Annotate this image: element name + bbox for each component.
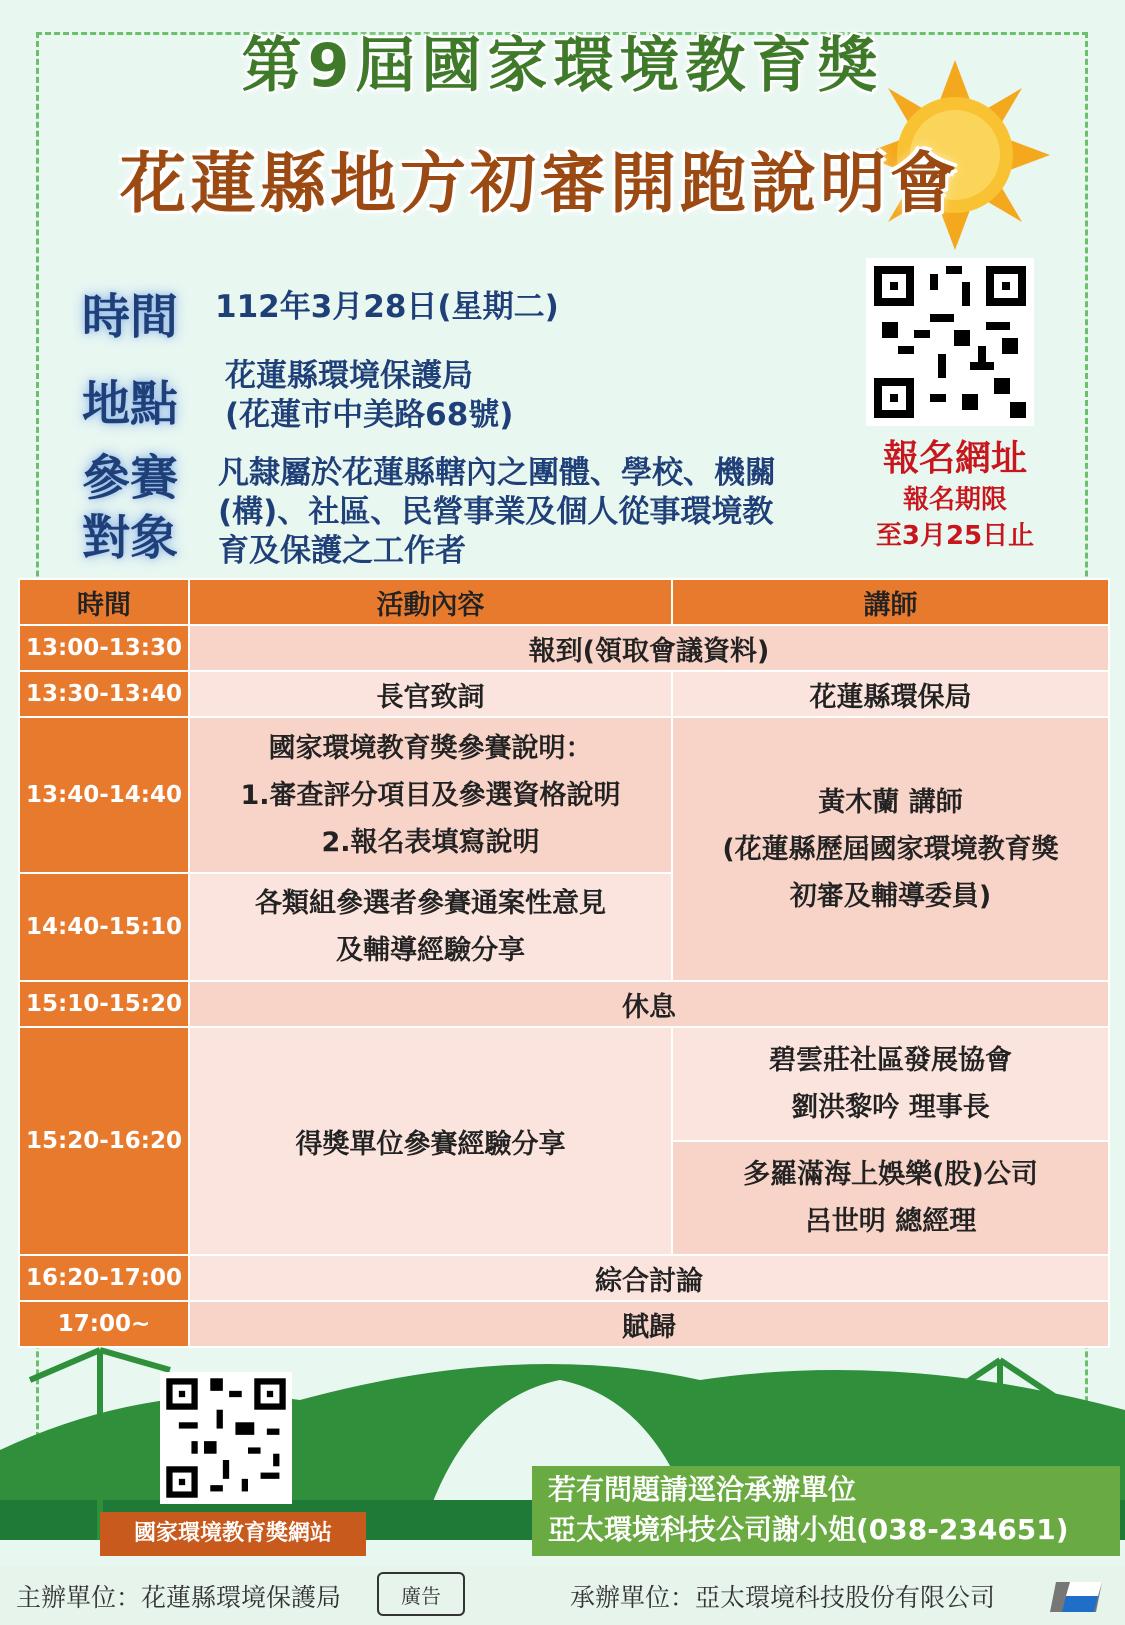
contact-line-2: 亞太環境科技公司謝小姐(038-234651) [548,1513,1069,1546]
row-time: 13:30-13:40 [19,671,189,717]
row-speaker: 碧雲莊社區發展協會 劉洪黎吟 理事長 [672,1027,1109,1141]
time-value: 112年3月28日(星期二) [215,289,559,325]
table-row [19,1255,1109,1301]
row-time: 13:00-13:30 [19,625,189,671]
ad-badge: 廣告 [377,1572,465,1616]
row-activity: 國家環境教育獎參賽說明： 1.審查評分項目及參選資格說明 2.報名表填寫說明 [189,717,672,873]
registration-qr-code[interactable] [866,258,1034,426]
row-time: 15:20-16:20 [19,1027,189,1255]
header-speaker: 講師 [672,579,1109,625]
qr-code-icon [160,1372,292,1504]
place-value: 花蓮縣環境保護局 (花蓮市中美路68號) [225,358,514,433]
company-logo-icon [1048,1578,1104,1614]
website-qr-code[interactable] [160,1372,292,1504]
place-label: 地點 [81,376,178,432]
row-time: 17:00~ [19,1301,189,1347]
registration-deadline: 報名期限 至3月25日止 [875,485,1035,551]
footer-bar [0,1566,1125,1625]
table-row [19,981,1109,1027]
row-time: 15:10-15:20 [19,981,189,1027]
contact-box [532,1466,1120,1556]
row-activity: 賦歸 [189,1301,1109,1347]
table-row [19,671,1109,717]
row-speaker: 黃木蘭 講師 (花蓮縣歷屆國家環境教育獎 初審及輔導委員) [672,717,1109,981]
row-activity: 各類組參選者參賽通案性意見 及輔導經驗分享 [189,873,672,981]
contact-line-1: 若有問題請逕洽承辦單位 [548,1473,857,1506]
registration-title: 報名網址 [882,438,1027,479]
qr-code-icon [866,258,1034,426]
website-link-button[interactable]: 國家環境教育獎網站 [100,1512,366,1556]
row-activity: 報到(領取會議資料) [189,625,1109,671]
row-time: 13:40-14:40 [19,717,189,873]
time-label: 時間 [81,289,178,345]
table-row [19,1027,1109,1141]
award-title: 第9屆國家環境教育獎 [241,31,884,101]
row-speaker: 多羅滿海上娛樂(股)公司 呂世明 總經理 [672,1141,1109,1255]
row-activity: 長官致詞 [189,671,672,717]
row-activity: 休息 [189,981,1109,1027]
host-unit: 主辦單位：花蓮縣環境保護局 [16,1583,342,1612]
schedule-table [18,578,1110,1348]
table-row [19,625,1109,671]
organizer-unit: 承辦單位：亞太環境科技股份有限公司 [570,1583,996,1612]
table-header-row [19,579,1109,625]
row-time: 14:40-15:10 [19,873,189,981]
row-speaker: 花蓮縣環保局 [672,671,1109,717]
row-activity: 綜合討論 [189,1255,1109,1301]
header-activity: 活動內容 [189,579,672,625]
target-label: 參賽 對象 [81,450,178,566]
row-activity: 得獎單位參賽經驗分享 [189,1027,672,1255]
event-title: 花蓮縣地方初審開跑說明會 [120,145,960,222]
target-value: 凡隸屬於花蓮縣轄內之團體、學校、機關 (構)、社區、民營事業及個人從事環境教 育及保護之工作者 [218,455,776,569]
row-time: 16:20-17:00 [19,1255,189,1301]
table-row [19,717,1109,873]
header-time: 時間 [19,579,189,625]
